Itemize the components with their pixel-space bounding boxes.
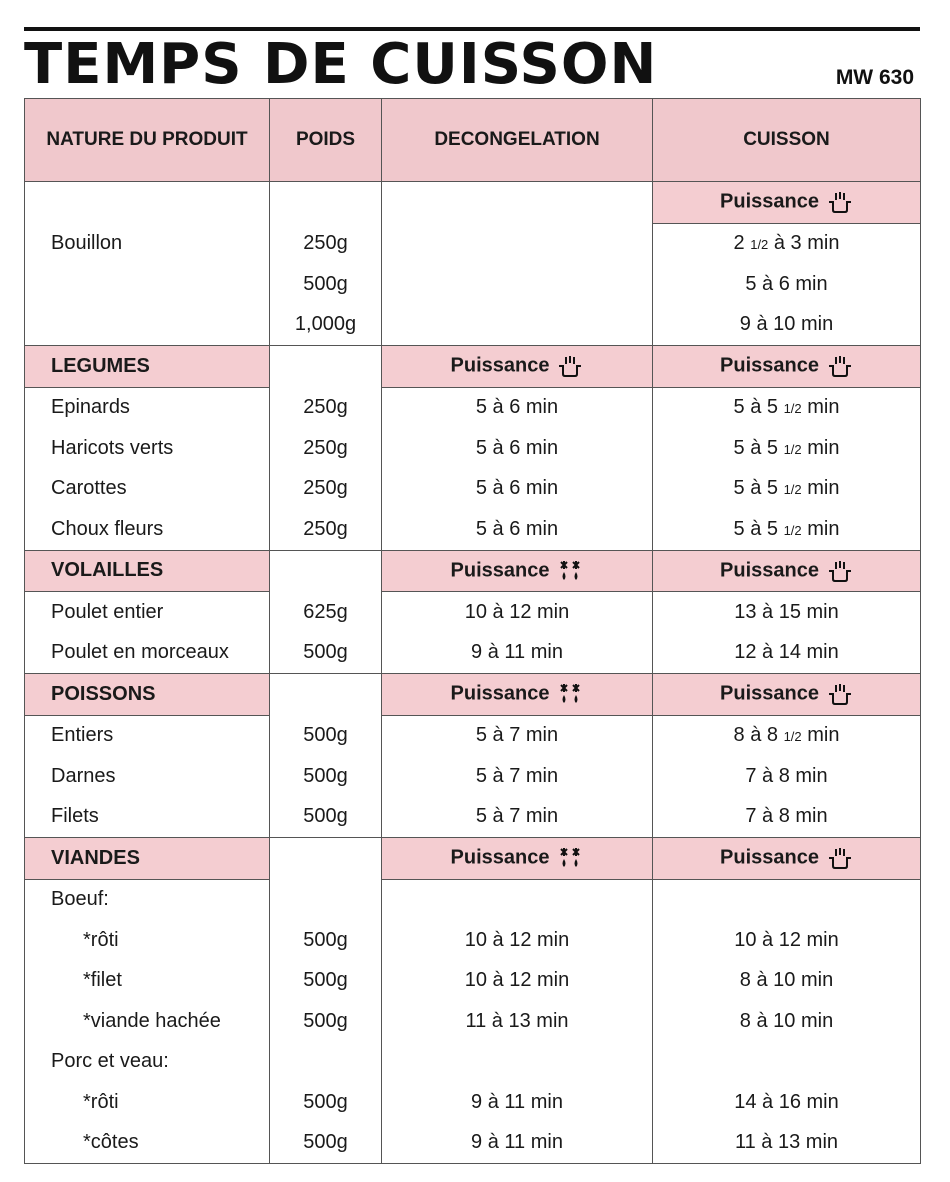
table-row: Boeuf:: [25, 879, 921, 920]
table-row: [25, 182, 921, 224]
category-viandes: VIANDES: [25, 838, 270, 880]
table-row: Entiers 500g 5 à 7 min 8 à 8 1/2 min: [25, 715, 921, 756]
table-row: Choux fleurs 250g 5 à 6 min 5 à 5 1/2 min: [25, 509, 921, 550]
table-row: *côtes 500g 9 à 11 min 11 à 13 min: [25, 1123, 921, 1164]
table-row: Porc et veau:: [25, 1042, 921, 1083]
cooking-power-icon: [827, 682, 853, 706]
table-row: *viande hachée 500g 11 à 13 min 8 à 10 min: [25, 1001, 921, 1042]
page-title: TEMPS DE CUISSON: [24, 32, 658, 97]
table-row: Filets 500g 5 à 7 min 7 à 8 min: [25, 797, 921, 838]
model-number: MW 630: [835, 66, 914, 89]
category-legumes: LEGUMES: [25, 346, 270, 388]
category-row: VIANDES Puissance Puissance: [25, 838, 921, 880]
table-row: Epinards 250g 5 à 6 min 5 à 5 1/2 min: [25, 387, 921, 428]
header-nature: NATURE DU PRODUIT: [25, 99, 270, 182]
cooking-time-table: [24, 98, 921, 1164]
table-row: Bouillon 250g 2 1/2 à 3 min: [25, 223, 921, 264]
table-row: Poulet en morceaux 500g 9 à 11 min 12 à 14 min: [25, 633, 921, 674]
table-row: *filet 500g 10 à 12 min 8 à 10 min: [25, 961, 921, 1002]
defrost-power-icon: [557, 846, 583, 870]
cooking-power-icon: [827, 190, 853, 214]
defrost-power-icon: [557, 682, 583, 706]
table-row: Haricots verts 250g 5 à 6 min 5 à 5 1/2 min: [25, 428, 921, 469]
header-cuisson: CUISSON: [653, 99, 921, 182]
defrost-power-icon: [557, 559, 583, 583]
power-cell: Puissance: [653, 182, 921, 224]
cooking-power-icon: [827, 559, 853, 583]
table-row: 500g 5 à 6 min: [25, 264, 921, 305]
category-row: VOLAILLES Puissance Puissance: [25, 550, 921, 592]
category-row: LEGUMES Puissance Puissance: [25, 346, 921, 388]
cooking-power-icon: [827, 354, 853, 378]
table-row: Darnes 500g 5 à 7 min 7 à 8 min: [25, 756, 921, 797]
table-row: *rôti 500g 10 à 12 min 10 à 12 min: [25, 920, 921, 961]
header-decongelation: DECONGELATION: [382, 99, 653, 182]
header-row: [25, 99, 921, 182]
cooking-power-icon: [557, 354, 583, 378]
table-row: *rôti 500g 9 à 11 min 14 à 16 min: [25, 1082, 921, 1123]
table-row: 1,000g 9 à 10 min: [25, 305, 921, 346]
header-poids: POIDS: [270, 99, 382, 182]
category-row: POISSONS Puissance Puissance: [25, 674, 921, 716]
category-poissons: POISSONS: [25, 674, 270, 716]
category-volailles: VOLAILLES: [25, 550, 270, 592]
table-row: Carottes 250g 5 à 6 min 5 à 5 1/2 min: [25, 469, 921, 510]
cooking-power-icon: [827, 846, 853, 870]
table-row: Poulet entier 625g 10 à 12 min 13 à 15 min: [25, 592, 921, 633]
